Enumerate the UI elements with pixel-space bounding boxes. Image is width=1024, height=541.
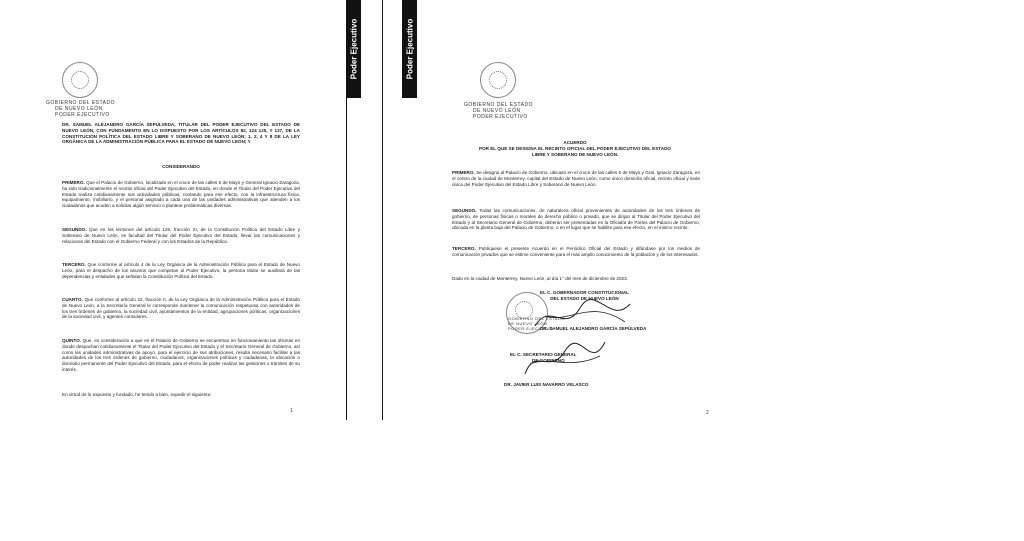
paragraph-tercero: TERCERO. Que conforme al artículo 4 de la Ley Orgánica de la Administración Pública para el Estado de Nuevo León, para el despacho de los asuntos que competan al Poder Ejecutivo, la persona titular se auxiliará de las dependencias y entidades que señalan la Constitución Política del Estado. xyxy=(62,262,300,279)
secretary-title: EL C. SECRETARIO GENERAL DE GOBIERNO xyxy=(510,352,577,363)
intro-text: DR. SAMUEL ALEJANDRO GARCÍA SEPÚLVEDA, TITULAR DEL PODER EJECUTIVO DEL ESTADO DE NUEVO LEÓN, CON FUNDAMENTO EN LO DISPUESTO POR LOS ARTÍCULOS 82, 124 125, Y 127, DE LA CONSTITUCIÓN POLÍTICA DEL ESTADO LIBRE Y SOBERANO DE NUEVO LEÓN; 1, 2, 4 Y 8 DE LA LEY ORGÁNICA DE LA ADMINISTRACIÓN PÚBLICA PARA EL ESTADO DE NUEVO LEÓN; Y xyxy=(62,122,300,145)
acuerdo-title: ACUERDO POR EL QUE SE DESIGNA EL RECINTO OFICIAL DEL PODER EJECUTIVO DEL ESTADO LIBRE Y SOBERANO DE NUEVO LEÓN. xyxy=(479,140,671,157)
paragraph-quinto: QUINTO. Que, en consideración a que en el Palacio de Gobierno se encuentran en funcionamiento las oficinas en donde despachan cotidianamente el Titular del Poder Ejecutivo del Estado y el Secretario General de Gobierno, así como las unidades administrativas de apoyo, para el ejercicio de sus atribuciones, resulta necesario facilitar a las autoridades de los tres órdenes de gobierno, ciudadanos, organizaciones políticas y ciudadanas, la ubicación o domicilio permanente del Poder Ejecutivo del Estado, para el efecto de poder realizar las gestiones o trámites de su interés. xyxy=(62,338,300,372)
paragraph-cuarto: CUARTO. Que conforme al artículo 22, fracción II, de la Ley Orgánica de la Administración Pública para el Estado de Nuevo León, a la Secretaría General le corresponde mantener la comunicación respetuosa con autoridades de los tres órdenes de gobierno, la sociedad civil, ayuntamientos de la entidad, agrupaciones políticas, organizaciones de la sociedad civil, y agentes consulares. xyxy=(62,297,300,320)
government-header: GOBIERNO DEL ESTADO DE NUEVO LEÓN PODER EJECUTIVO xyxy=(464,102,533,120)
stamp-text: GOBIERNO DEL ESTADO DE NUEVO LEÓN PODER EJECUTIVO xyxy=(508,316,566,331)
article-tercero: TERCERO. Publíquese el presente Acuerdo en el Periódico Oficial del Estado y difúndase por los medios de comunicación privados que se estime conveniente para el más amplio conocimiento de la población y de los interesados. xyxy=(452,246,701,257)
document-page-1 xyxy=(0,0,380,420)
considerando-heading: CONSIDERANDO xyxy=(162,164,200,169)
state-seal-icon xyxy=(480,62,516,98)
document-page-2 xyxy=(420,0,750,420)
article-primero: PRIMERO. Se designa al Palacio de Gobierno, ubicado en el cruce de las calles 5 de Mayo y Gral. Ignacio Zaragoza, en el centro de la ciudad de Monterrey, capital del Estado de Nuevo León, como único domicilio oficial, recinto oficial y sede única del Poder Ejecutivo del Estado Libre y Soberano de Nuevo León. xyxy=(452,170,700,187)
paragraph-primero: PRIMERO. Que el Palacio de Gobierno, localizado en el cruce de las calles 5 de Mayo y General Ignacio Zaragoza, ha sido tradicionalmente el recinto oficial del Poder Ejecutivo del Estado, en donde el Titular del Poder Ejecutivo del Estado realiza cotidianamente sus actividades públicas, contando para ese efecto, con la infraestructura física, equipamiento, mobiliario, y el personal asignado a cada una de las unidades administrativas que atienden a los ciudadanos que acuden a solicitar algún servicio o plantear problemáticas diversas. xyxy=(62,180,300,209)
closing-text: En virtud de lo expuesto y fundado, he tenido a bien, expedir el siguiente: xyxy=(62,392,212,397)
poder-ejecutivo-tab: Poder Ejecutivo xyxy=(402,0,417,98)
page-number: 2 xyxy=(706,410,709,416)
poder-ejecutivo-tab: Poder Ejecutivo xyxy=(346,0,361,98)
article-segundo: SEGUNDO. Todas las comunicaciones, de naturaleza oficial provenientes de autoridades de los tres órdenes de gobierno, de personas físicas o morales de derecho público o privado, que se dirijan al Titular del Poder Ejecutivo del Estado y al Secretario General de Gobierno, deberán ser presentadas en la Oficialía de Partes del Palacio de Gobierno, ubicada en la planta baja del Palacio de Gobierno, o en el lugar que se habilite para ese efecto, en el mismo recinto. xyxy=(452,208,700,231)
governor-name: DR. SAMUEL ALEJANDRO GARCÍA SEPÚLVEDA xyxy=(540,326,647,331)
governor-title: EL C. GOBERNADOR CONSTITUCIONAL DEL ESTADO DE NUEVO LEÓN xyxy=(540,290,629,301)
secretary-name: DR. JAVIER LUIS NAVARRO VELASCO xyxy=(504,382,589,387)
government-header: GOBIERNO DEL ESTADO DE NUEVO LEÓN PODER EJECUTIVO xyxy=(46,100,115,118)
paragraph-segundo: SEGUNDO. Que en los términos del artículo 125, fracción XI, de la Constitución Política del Estado Libre y Soberano de Nuevo León, es facultad del Titular del Poder Ejecutivo del Estado, llevar las comunicaciones y relaciones del Estado con el Gobierno Federal y con los Estados de la República. xyxy=(62,227,300,244)
dated-line: Dado en la ciudad de Monterrey, Nuevo León, al día 1° del mes de diciembre de 2023. xyxy=(452,276,628,281)
page-number: 1 xyxy=(290,408,293,414)
page-divider-center xyxy=(382,0,383,420)
state-seal-icon xyxy=(62,62,98,98)
